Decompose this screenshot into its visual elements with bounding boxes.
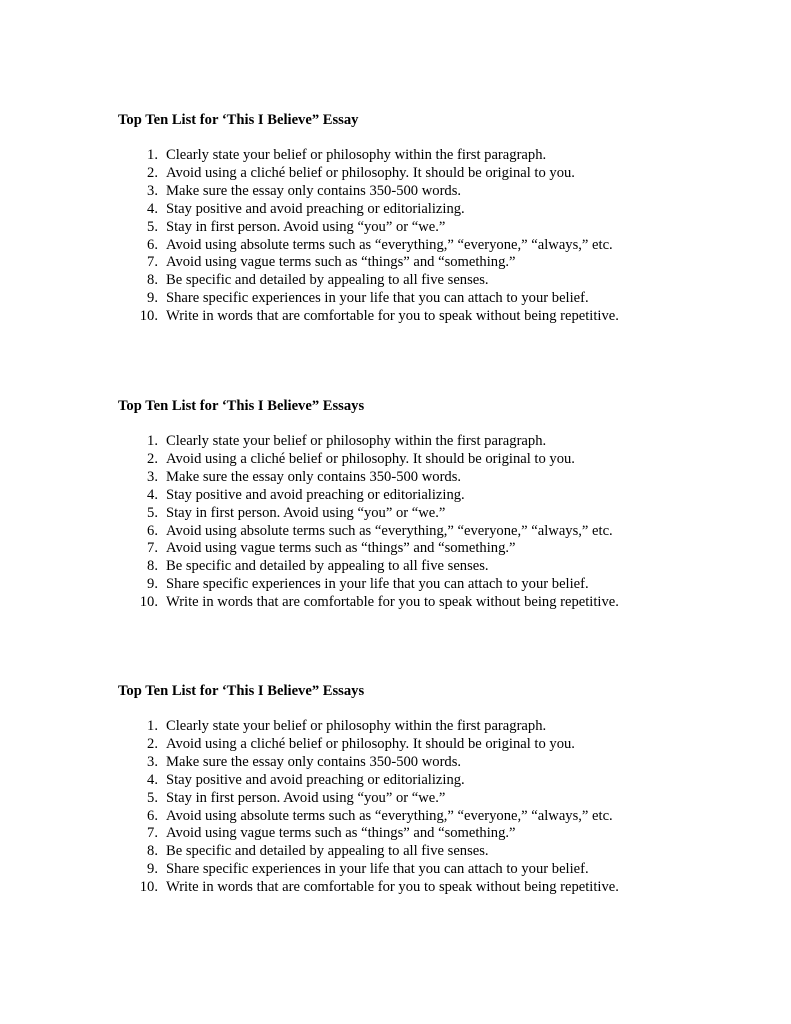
item-number: 1. <box>147 147 158 163</box>
item-text: Make sure the essay only contains 350-500 words. <box>166 468 462 485</box>
item-number: 10. <box>139 879 158 896</box>
list-item <box>118 237 758 255</box>
list-item <box>118 754 758 772</box>
item-number: 3. <box>147 182 158 199</box>
item-number: 1. <box>147 718 158 734</box>
item-text: Avoid using vague terms such as “things” and “something.” <box>166 825 516 842</box>
list-item <box>118 825 758 843</box>
list-item <box>118 433 758 451</box>
list-item <box>118 790 758 808</box>
item-text: Avoid using vague terms such as “things” and “something.” <box>166 254 516 271</box>
top-ten-section <box>118 111 758 326</box>
section-heading: Top Ten List for ‘This I Believe” Essays <box>118 398 365 414</box>
list-item <box>118 272 758 290</box>
top-ten-section <box>118 397 758 612</box>
item-text: Stay positive and avoid preaching or editorializing. <box>166 486 465 503</box>
list-item <box>118 505 758 523</box>
item-number: 3. <box>147 753 158 770</box>
item-text: Make sure the essay only contains 350-500 words. <box>166 753 462 770</box>
item-number: 6. <box>147 807 158 824</box>
item-text: Share specific experiences in your life that you can attach to your belief. <box>166 576 589 593</box>
item-number: 6. <box>147 236 158 253</box>
list-item <box>118 469 758 487</box>
numbered-list <box>118 147 758 326</box>
item-number: 8. <box>147 843 158 860</box>
item-text: Avoid using a cliché belief or philosophy. It should be original to you. <box>166 450 575 467</box>
item-number: 1. <box>147 433 158 449</box>
item-number: 9. <box>147 576 158 593</box>
item-text: Stay positive and avoid preaching or editorializing. <box>166 771 465 788</box>
item-text: Stay in first person. Avoid using “you” or “we.” <box>166 218 446 235</box>
list-item <box>118 718 758 736</box>
list-item <box>118 147 758 165</box>
item-number: 4. <box>147 486 158 503</box>
item-text: Share specific experiences in your life that you can attach to your belief. <box>166 290 589 307</box>
item-number: 4. <box>147 200 158 217</box>
item-number: 8. <box>147 558 158 575</box>
item-text: Stay in first person. Avoid using “you” or “we.” <box>166 504 446 521</box>
list-item <box>118 772 758 790</box>
item-text: Be specific and detailed by appealing to all five senses. <box>166 843 489 860</box>
item-number: 7. <box>147 540 158 557</box>
item-number: 6. <box>147 522 158 539</box>
list-item <box>118 201 758 219</box>
item-number: 9. <box>147 861 158 878</box>
item-number: 5. <box>147 218 158 235</box>
item-text: Avoid using absolute terms such as “everything,” “everyone,” “always,” etc. <box>166 236 613 253</box>
item-text: Avoid using a cliché belief or philosophy. It should be original to you. <box>166 164 575 181</box>
section-heading: Top Ten List for ‘This I Believe” Essays <box>118 683 365 699</box>
item-number: 8. <box>147 272 158 289</box>
item-number: 2. <box>147 450 158 467</box>
list-item <box>118 558 758 576</box>
item-number: 10. <box>139 594 158 611</box>
list-item <box>118 487 758 505</box>
item-text: Write in words that are comfortable for you to speak without being repetitive. <box>166 308 619 325</box>
item-number: 9. <box>147 290 158 307</box>
item-number: 3. <box>147 468 158 485</box>
list-item <box>118 879 758 897</box>
list-item <box>118 736 758 754</box>
item-text: Stay positive and avoid preaching or editorializing. <box>166 200 465 217</box>
top-ten-section <box>118 682 758 897</box>
list-item <box>118 808 758 826</box>
item-number: 5. <box>147 789 158 806</box>
list-item <box>118 843 758 861</box>
item-text: Stay in first person. Avoid using “you” or “we.” <box>166 789 446 806</box>
item-number: 2. <box>147 164 158 181</box>
list-item <box>118 540 758 558</box>
item-text: Clearly state your belief or philosophy within the first paragraph. <box>166 718 547 734</box>
list-item <box>118 523 758 541</box>
item-text: Avoid using a cliché belief or philosophy. It should be original to you. <box>166 735 575 752</box>
section-heading: Top Ten List for ‘This I Believe” Essay <box>118 112 359 128</box>
list-item <box>118 308 758 326</box>
item-text: Avoid using vague terms such as “things” and “something.” <box>166 540 516 557</box>
item-text: Avoid using absolute terms such as “everything,” “everyone,” “always,” etc. <box>166 522 613 539</box>
item-text: Clearly state your belief or philosophy within the first paragraph. <box>166 147 547 163</box>
list-item <box>118 183 758 201</box>
numbered-list <box>118 718 758 897</box>
list-item <box>118 290 758 308</box>
item-number: 10. <box>139 308 158 325</box>
item-text: Clearly state your belief or philosophy within the first paragraph. <box>166 433 547 449</box>
item-text: Make sure the essay only contains 350-500 words. <box>166 182 462 199</box>
item-text: Share specific experiences in your life that you can attach to your belief. <box>166 861 589 878</box>
list-item <box>118 451 758 469</box>
item-text: Be specific and detailed by appealing to all five senses. <box>166 272 489 289</box>
list-item <box>118 254 758 272</box>
item-text: Be specific and detailed by appealing to all five senses. <box>166 558 489 575</box>
numbered-list <box>118 433 758 612</box>
item-number: 2. <box>147 735 158 752</box>
list-item <box>118 576 758 594</box>
item-number: 4. <box>147 771 158 788</box>
list-item <box>118 594 758 612</box>
item-number: 5. <box>147 504 158 521</box>
item-text: Write in words that are comfortable for you to speak without being repetitive. <box>166 594 619 611</box>
item-number: 7. <box>147 825 158 842</box>
item-text: Avoid using absolute terms such as “everything,” “everyone,” “always,” etc. <box>166 807 613 824</box>
list-item <box>118 165 758 183</box>
item-text: Write in words that are comfortable for you to speak without being repetitive. <box>166 879 619 896</box>
list-item <box>118 861 758 879</box>
item-number: 7. <box>147 254 158 271</box>
list-item <box>118 219 758 237</box>
